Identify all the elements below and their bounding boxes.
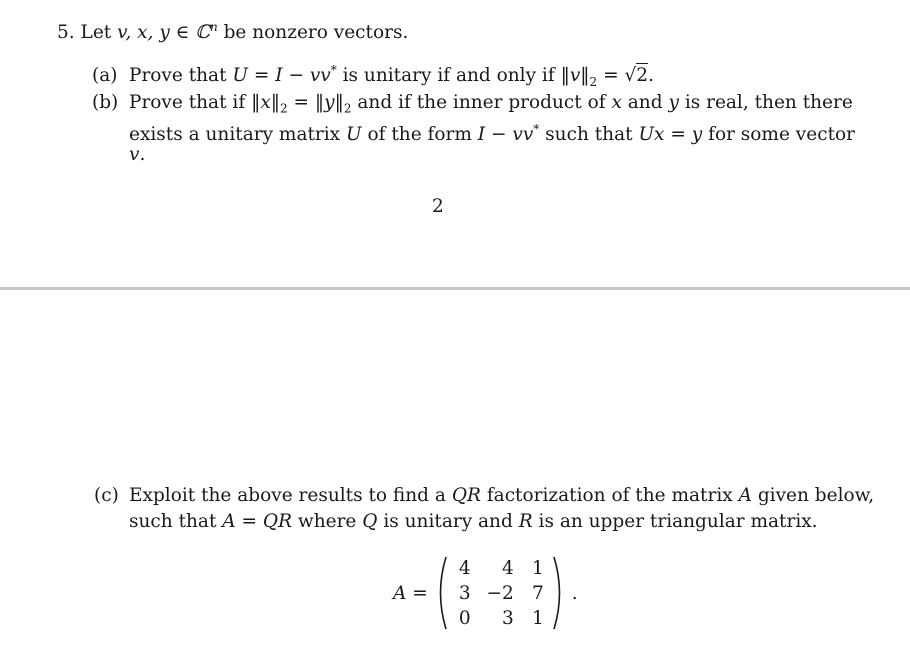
page-number: 2 bbox=[432, 196, 444, 217]
part-a-end: . bbox=[648, 65, 654, 87]
matrix-equation bbox=[393, 555, 578, 631]
part-c-line1-A: A bbox=[738, 485, 752, 506]
part-b-line-1 bbox=[92, 92, 853, 120]
part-c-label: (c) bbox=[94, 485, 119, 506]
matrix-cell: 3 bbox=[501, 607, 514, 629]
part-b-line-2 bbox=[129, 118, 855, 146]
part-c-line2-eq: A = QR bbox=[222, 511, 292, 532]
part-b-line3-v: v bbox=[129, 144, 140, 165]
part-a-label: (a) bbox=[92, 65, 118, 87]
part-b-line2-mid: of the form bbox=[367, 124, 472, 146]
statement-sup: n bbox=[209, 20, 218, 34]
matrix-cell: 4 bbox=[501, 557, 514, 579]
part-c-line1-end: given below, bbox=[757, 485, 875, 506]
part-a-sqrt-arg: 2 bbox=[636, 65, 649, 87]
part-c-line1-QR: QR bbox=[451, 485, 481, 506]
matrix-lhs: A = bbox=[393, 582, 428, 604]
part-c-line1-mid: factorization of the matrix bbox=[486, 485, 733, 506]
part-a-norm-sub: 2 bbox=[589, 74, 598, 89]
part-b-line1-and: and bbox=[627, 92, 663, 113]
part-c-line2-pre: such that bbox=[129, 511, 217, 532]
part-b-line1-y: y bbox=[668, 92, 679, 113]
part-b-line1-sub1: 2 bbox=[280, 101, 288, 116]
part-c-line2-mid2: is unitary and bbox=[383, 511, 513, 532]
part-b-line2-form-sup: * bbox=[533, 122, 540, 136]
part-b-line1-end: is real, then there bbox=[684, 92, 853, 113]
part-b-line2-pre: exists a unitary matrix bbox=[129, 124, 341, 146]
matrix-cell: 3 bbox=[458, 582, 471, 604]
part-b-line1-sub2: 2 bbox=[343, 101, 352, 116]
part-a-text-mid: is unitary if and only if bbox=[342, 65, 555, 87]
matrix-cell: 0 bbox=[458, 607, 471, 629]
page-divider bbox=[0, 287, 910, 290]
part-c-line1-pre: Exploit the above results to find a bbox=[129, 485, 446, 506]
part-a-text-pre: Prove that bbox=[129, 65, 227, 87]
statement-vars: v, x, y ∈ ℂ bbox=[117, 22, 210, 44]
part-c-line-1 bbox=[94, 485, 874, 507]
matrix-cell: −2 bbox=[486, 582, 514, 604]
part-b-line2-end: for some vector bbox=[708, 124, 855, 146]
part-b-line1-math: ‖x‖ bbox=[251, 92, 280, 113]
part-a-norm: ‖v‖ bbox=[560, 65, 590, 87]
part-b-line-3 bbox=[129, 144, 145, 166]
matrix-grid bbox=[450, 556, 550, 631]
part-b-line1-eq: = ‖y‖ bbox=[293, 92, 344, 113]
part-b-line2-eq: Ux = y bbox=[638, 124, 703, 146]
matrix-cell: 4 bbox=[458, 557, 471, 579]
part-b-line1-pre: Prove that if bbox=[129, 92, 246, 113]
part-c-line2-mid: where bbox=[297, 511, 357, 532]
part-c-line2-R: R bbox=[518, 511, 533, 532]
statement-post: be nonzero vectors. bbox=[223, 22, 409, 44]
part-b-line2-form: I − vv bbox=[477, 124, 534, 146]
part-c-line2-end: is an upper triangular matrix. bbox=[538, 511, 818, 532]
matrix-cell: 1 bbox=[531, 607, 544, 629]
part-a-math-1: U = I − vv bbox=[232, 65, 331, 87]
matrix-period: . bbox=[571, 582, 578, 604]
part-a bbox=[92, 59, 654, 93]
part-b-line1-x: x bbox=[611, 92, 622, 113]
part-b-line3-end: . bbox=[139, 144, 146, 165]
problem-number: 5. bbox=[57, 22, 75, 44]
problem-statement bbox=[57, 16, 408, 44]
right-paren-icon bbox=[552, 555, 566, 631]
part-a-eq: = √ bbox=[603, 65, 637, 87]
left-paren-icon bbox=[434, 555, 448, 631]
part-c-line-2 bbox=[129, 511, 818, 533]
part-b-label: (b) bbox=[92, 92, 119, 113]
part-c-line2-Q: Q bbox=[362, 511, 378, 532]
part-b-line2-U: U bbox=[346, 124, 362, 146]
part-b-line1-post: and if the inner product of bbox=[357, 92, 606, 113]
statement-pre: Let bbox=[80, 22, 112, 44]
matrix-cell: 1 bbox=[531, 557, 544, 579]
part-a-math-1-sup: * bbox=[330, 63, 337, 77]
matrix-cell: 7 bbox=[531, 582, 544, 604]
part-b-line2-such: such that bbox=[545, 124, 633, 146]
